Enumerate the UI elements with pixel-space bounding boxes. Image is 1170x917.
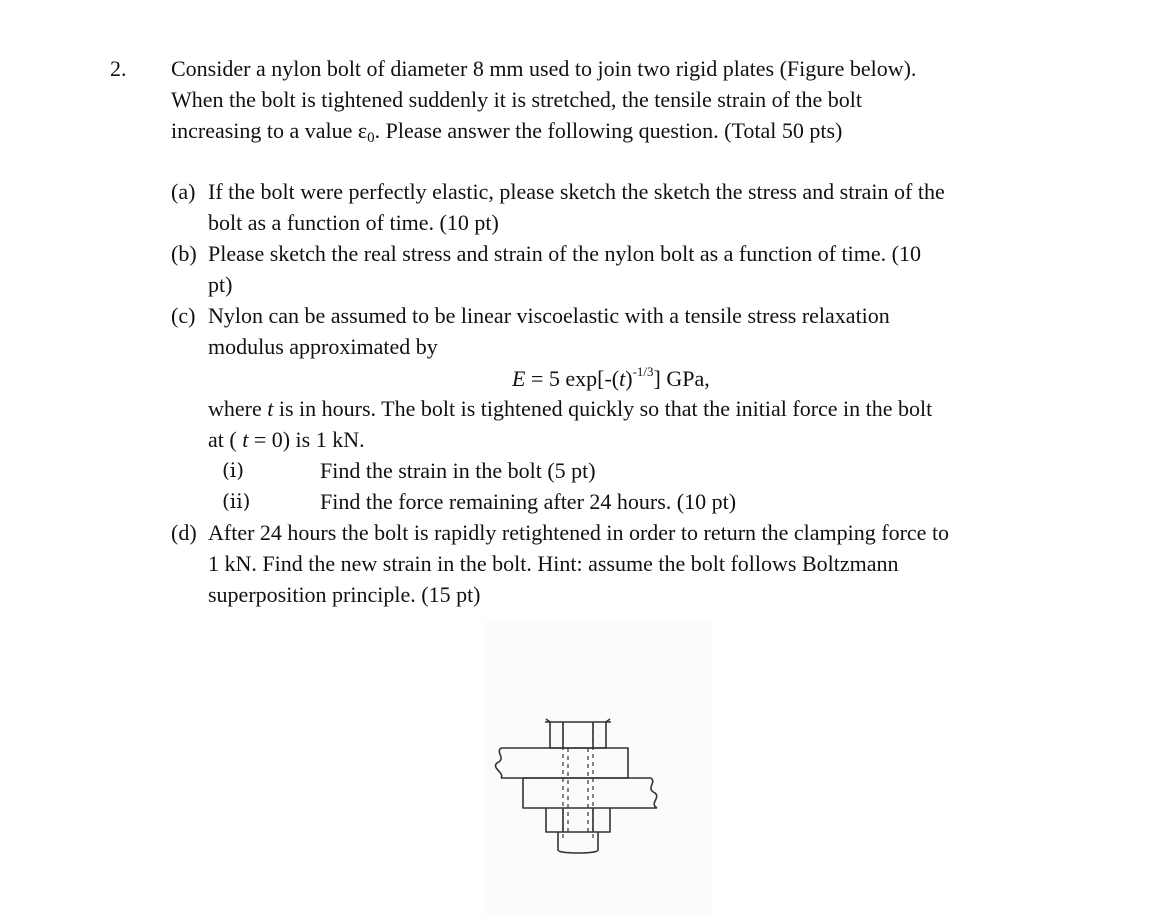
part-c-text [208, 300, 890, 362]
after-l1-pre: where [208, 396, 268, 421]
formula-exponent: -1/3 [632, 364, 654, 379]
bolt-shank [563, 722, 593, 838]
part-b-line-1: Please sketch the real stress and strain of the nylon bolt as a function of time. (10 [208, 241, 921, 266]
subpart-ii-text: Find the force remaining after 24 hours. (10 pt) [320, 489, 737, 514]
after-l2-var: t [242, 427, 249, 452]
part-c-line-2: modulus approximated by [208, 334, 438, 359]
lower-plate [523, 778, 657, 808]
subpart-ii-label: (ii) [222, 489, 251, 513]
part-d-label: (d) [171, 520, 197, 545]
part-d-line-3: superposition principle. (15 pt) [208, 582, 481, 607]
formula-mid: = 5 exp[-( [525, 366, 620, 391]
part-b-text [208, 238, 921, 300]
intro-line-3 [171, 115, 916, 146]
part-d-text [208, 517, 949, 610]
bolt-head [545, 719, 611, 748]
intro-line-3-end: . Please answer the following question. (Total 50 pts) [374, 118, 843, 143]
intro-line-2: When the bolt is tightened suddenly it is stretched, the tensile strain of the bolt [171, 87, 863, 112]
intro-line-3-start: increasing to a value ε [171, 118, 368, 143]
part-b-line-2: pt) [208, 272, 233, 297]
intro-line-1: Consider a nylon bolt of diameter 8 mm used to join two rigid plates (Figure below). [171, 56, 917, 81]
formula-close: ) [625, 366, 633, 391]
epsilon-subscript: 0 [367, 130, 375, 146]
part-c-line-1: Nylon can be assumed to be linear viscoelastic with a tensile stress relaxation [208, 303, 890, 328]
formula-var: t [619, 366, 626, 391]
after-l2-post: = 0) is 1 kN. [248, 427, 365, 452]
problem-number: 2. [110, 56, 127, 81]
subpart-i-label: (i) [222, 458, 245, 482]
problem-intro [171, 53, 916, 146]
formula-lhs: E [512, 366, 526, 391]
part-b-label: (b) [171, 241, 197, 266]
part-c-after-line-1 [208, 393, 932, 424]
formula-rhs: ] GPa, [653, 366, 710, 391]
part-c-label: (c) [171, 303, 196, 328]
after-l2-pre: at ( [208, 427, 243, 452]
bolt-joint-figure-icon [483, 622, 711, 914]
upper-plate [495, 748, 628, 778]
part-a-line-1: If the bolt were perfectly elastic, please sketch the sketch the stress and strain of the [208, 179, 945, 204]
relaxation-modulus-formula [512, 363, 710, 394]
part-c-after [208, 393, 932, 455]
bolt-nut [546, 808, 610, 853]
part-a-label: (a) [171, 179, 196, 204]
part-d-line-1: After 24 hours the bolt is rapidly retightened in order to return the clamping force to [208, 520, 950, 545]
part-d-line-2: 1 kN. Find the new strain in the bolt. Hint: assume the bolt follows Boltzmann [208, 551, 899, 576]
part-a-text [208, 176, 945, 238]
after-l1-var: t [267, 396, 274, 421]
after-l1-post: is in hours. The bolt is tightened quickly so that the initial force in the bolt [273, 396, 933, 421]
part-a-line-2: bolt as a function of time. (10 pt) [208, 210, 499, 235]
subpart-i-text: Find the strain in the bolt (5 pt) [320, 458, 596, 483]
part-c-after-line-2 [208, 424, 932, 455]
